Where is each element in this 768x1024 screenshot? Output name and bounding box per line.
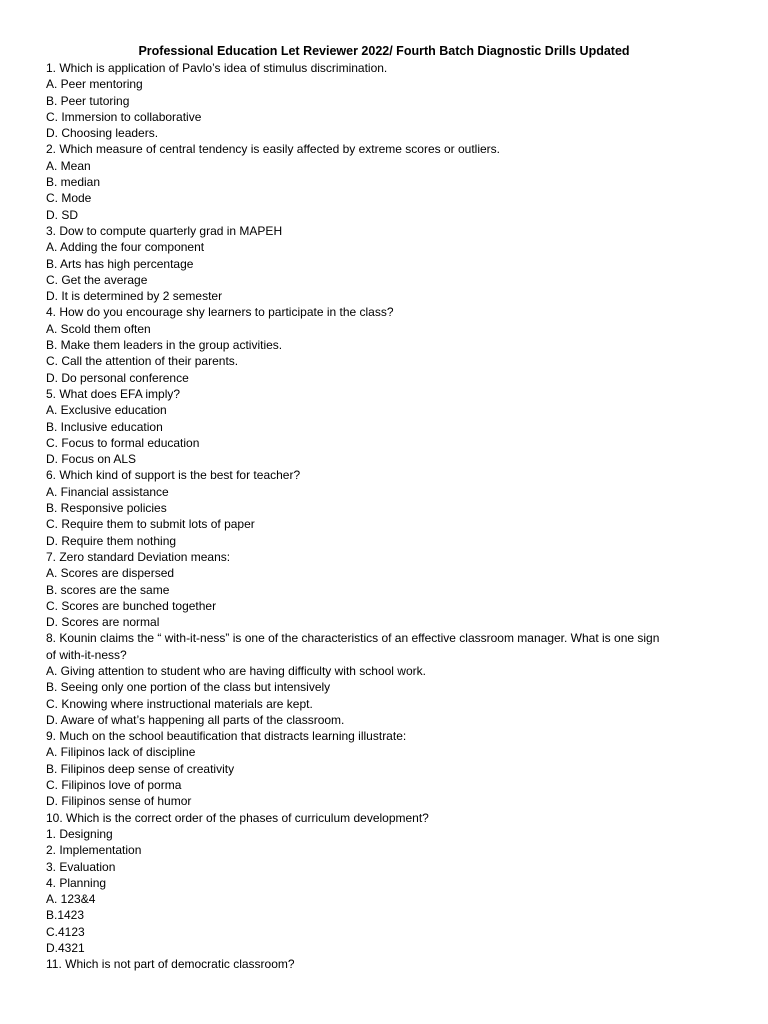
text-line: D.4321 xyxy=(46,941,85,956)
text-line: B. Peer tutoring xyxy=(46,93,130,108)
text-line: D. It is determined by 2 semester xyxy=(46,289,223,304)
text-line: A. Financial assistance xyxy=(46,484,169,499)
text-line: B. Make them leaders in the group activities. xyxy=(46,338,283,353)
text-line: 8. Kounin claims the “ with-it-ness” is one of the characteristics of an effective classroom manager. What is one sign xyxy=(46,631,660,646)
text-line: B. median xyxy=(46,175,101,190)
text-line: B. Inclusive education xyxy=(46,419,163,434)
text-line: B.1423 xyxy=(46,908,85,923)
text-line: D. Require them nothing xyxy=(46,533,177,548)
text-line: B. scores are the same xyxy=(46,582,170,597)
text-line: A. Scold them often xyxy=(46,321,151,336)
text-line: C. Call the attention of their parents. xyxy=(46,354,239,369)
text-line: D. Do personal conference xyxy=(46,370,189,385)
text-line: B. Responsive policies xyxy=(46,501,167,516)
text-line: A. Peer mentoring xyxy=(46,77,143,92)
text-line: 5. What does EFA imply? xyxy=(46,386,181,401)
text-line: 3. Evaluation xyxy=(46,859,116,874)
text-line: C.4123 xyxy=(46,924,85,939)
text-line: C. Immersion to collaborative xyxy=(46,109,202,124)
text-line: A. Adding the four component xyxy=(46,240,205,255)
document-body xyxy=(46,60,726,973)
text-line: D. Filipinos sense of humor xyxy=(46,794,192,809)
text-line: C. Focus to formal education xyxy=(46,435,200,450)
text-line: D. Choosing leaders. xyxy=(46,126,159,141)
text-line: A. Mean xyxy=(46,158,91,173)
text-line: 11. Which is not part of democratic classroom? xyxy=(46,957,295,972)
text-line: A. Scores are dispersed xyxy=(46,566,175,581)
text-line: 10. Which is the correct order of the phases of curriculum development? xyxy=(46,810,429,825)
text-line: C. Filipinos love of porma xyxy=(46,778,182,793)
text-line: 6. Which kind of support is the best for teacher? xyxy=(46,468,301,483)
text-line: C. Mode xyxy=(46,191,92,206)
text-line: C. Require them to submit lots of paper xyxy=(46,517,255,532)
text-line: 1. Which is application of Pavlo’s idea of stimulus discrimination. xyxy=(46,61,388,75)
text-line: A. Giving attention to student who are having difficulty with school work. xyxy=(46,663,426,678)
text-line: A. Exclusive education xyxy=(46,403,167,418)
text-line: A. 123&4 xyxy=(46,892,96,907)
text-line: 9. Much on the school beautification that distracts learning illustrate: xyxy=(46,729,407,744)
text-line: D. Aware of what’s happening all parts of the classroom. xyxy=(46,712,345,727)
text-line: B. Arts has high percentage xyxy=(46,256,194,271)
text-line: of with-it-ness? xyxy=(46,647,127,662)
text-line: C. Get the average xyxy=(46,272,148,287)
text-line: B. Filipinos deep sense of creativity xyxy=(46,761,235,776)
text-line: C. Knowing where instructional materials are kept. xyxy=(46,696,313,711)
text-line: D. Focus on ALS xyxy=(46,452,137,467)
text-line: 2. Implementation xyxy=(46,843,142,858)
text-line: 4. How do you encourage shy learners to participate in the class? xyxy=(46,305,394,320)
text-line: 3. Dow to compute quarterly grad in MAPEH xyxy=(46,223,283,238)
text-line: D. SD xyxy=(46,207,79,222)
document-title: Professional Education Let Reviewer 2022/ Fourth Batch Diagnostic Drills Updated xyxy=(138,44,630,58)
text-line: 1. Designing xyxy=(46,826,113,841)
text-line: 4. Planning xyxy=(46,875,107,890)
text-line: A. Filipinos lack of discipline xyxy=(46,745,196,760)
text-line: 7. Zero standard Deviation means: xyxy=(46,549,231,564)
text-line: B. Seeing only one portion of the class but intensively xyxy=(46,680,331,695)
text-line: 2. Which measure of central tendency is easily affected by extreme scores or outliers. xyxy=(46,142,500,157)
text-line: D. Scores are normal xyxy=(46,615,160,630)
text-line: C. Scores are bunched together xyxy=(46,598,217,613)
